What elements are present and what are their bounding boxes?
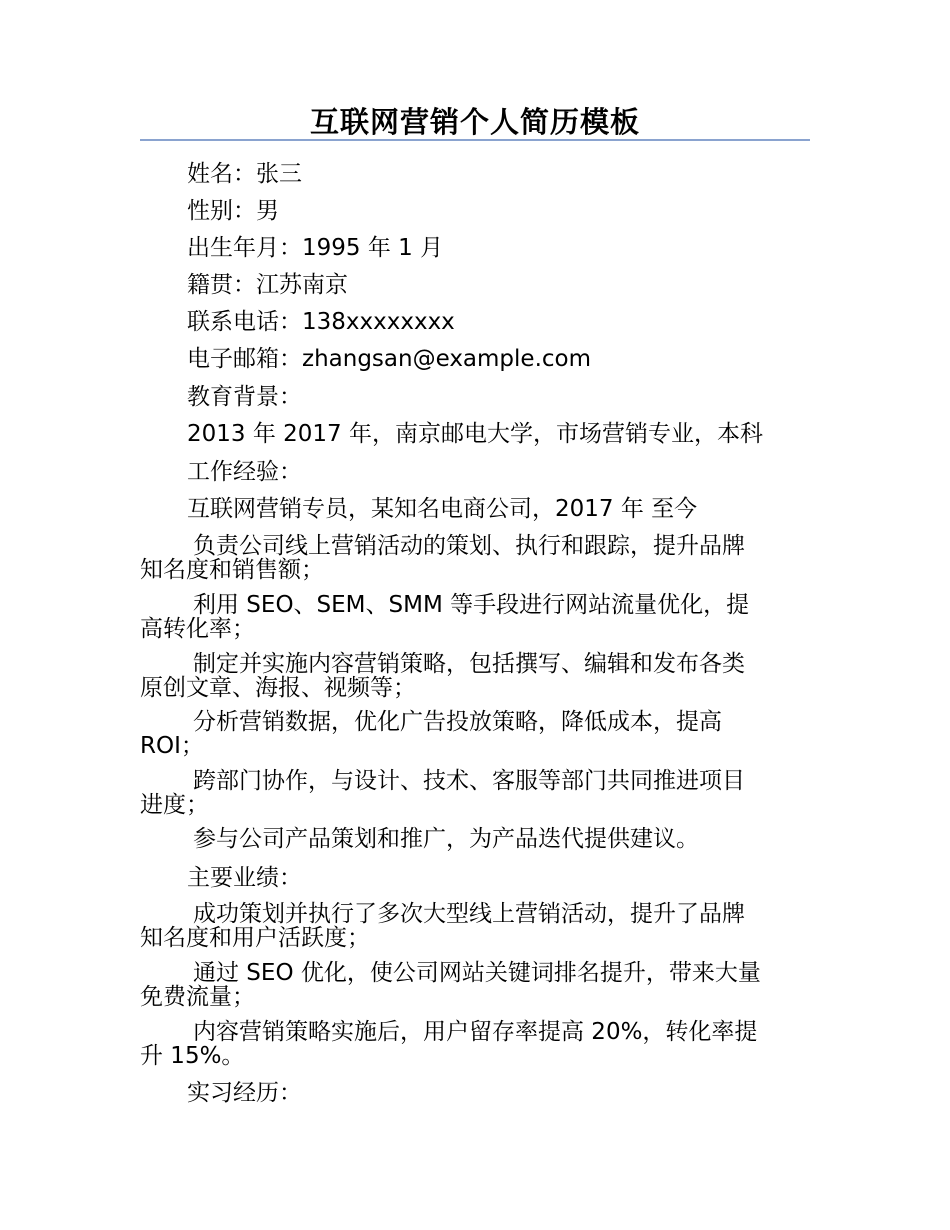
work-entry: 互联网营销专员，某知名电商公司，2017 年 至今 [187, 496, 698, 522]
duty-line: 参与公司产品策划和推广，为产品迭代提供建议。 [193, 826, 699, 852]
title-underline [140, 139, 810, 141]
duty-line: 分析营销数据，优化广告投放策略，降低成本，提高 [193, 709, 722, 735]
achievement-line: 通过 SEO 优化，使公司网站关键词排名提升，带来大量 [193, 960, 761, 986]
achievement-line: 内容营销策略实施后，用户留存率提高 20%，转化率提 [193, 1019, 758, 1045]
duty-line-cont: 知名度和销售额； [140, 557, 324, 583]
duty-line-cont: 进度； [140, 792, 209, 818]
work-heading: 工作经验： [187, 459, 302, 485]
duty-item [140, 827, 810, 851]
education-heading: 教育背景： [187, 384, 302, 410]
duty-item [140, 534, 810, 582]
achievement-line-cont: 免费流量； [140, 984, 255, 1010]
document-title: 互联网营销个人简历模板 [309, 105, 640, 139]
duty-line: 制定并实施内容营销策略，包括撰写、编辑和发布各类 [193, 651, 745, 677]
achievement-item [140, 961, 810, 1009]
info-name: 姓名：张三 [187, 161, 302, 187]
info-birth: 出生年月：1995 年 1 月 [187, 235, 444, 261]
achievement-line-cont: 知名度和用户活跃度； [140, 925, 370, 951]
info-email: 电子邮箱：zhangsan@example.com [187, 346, 592, 372]
achievement-item [140, 1020, 810, 1068]
duty-item [140, 593, 810, 641]
duty-line: 负责公司线上营销活动的策划、执行和跟踪，提升品牌 [193, 533, 745, 559]
info-gender: 性别：男 [187, 198, 279, 224]
duty-line-cont: 高转化率； [140, 616, 255, 642]
achievement-line-cont: 升 15%。 [140, 1043, 245, 1069]
duty-item [140, 710, 810, 758]
internship-heading: 实习经历： [187, 1080, 302, 1106]
duty-line-cont: ROI； [140, 733, 204, 759]
achievement-item [140, 902, 810, 950]
duty-item [140, 652, 810, 700]
info-origin: 籍贯：江苏南京 [187, 272, 348, 298]
achievements-heading: 主要业绩： [187, 865, 302, 891]
duty-item [140, 769, 810, 817]
duty-line: 跨部门协作，与设计、技术、客服等部门共同推进项目 [193, 768, 745, 794]
achievement-line: 成功策划并执行了多次大型线上营销活动，提升了品牌 [193, 901, 745, 927]
duty-line-cont: 原创文章、海报、视频等； [140, 675, 416, 701]
education-entry: 2013 年 2017 年，南京邮电大学，市场营销专业，本科 [187, 421, 763, 447]
info-phone: 联系电话：138xxxxxxxx [187, 309, 455, 335]
duty-line: 利用 SEO、SEM、SMM 等手段进行网站流量优化，提 [193, 592, 750, 618]
